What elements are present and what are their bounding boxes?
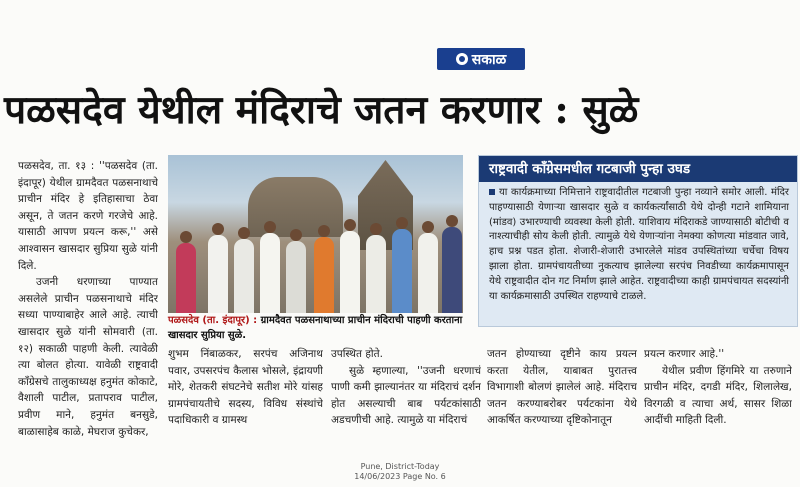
- article-column-4: [487, 346, 637, 451]
- person-head: [344, 219, 356, 231]
- article-column-5: [644, 346, 792, 451]
- footer-date-page: 14/06/2023 Page No. 6: [354, 472, 446, 481]
- person-figure: [234, 239, 254, 313]
- person-figure: [286, 241, 306, 313]
- person-head: [290, 229, 302, 241]
- person-head: [180, 231, 192, 243]
- article-paragraph: उजनी धरणाच्या पाण्यात असलेले प्राचीन पळसनाथाचे मंदिर सध्या पाण्याबाहेर आले आहे. त्याची खासदार सुळे यांनी सोमवारी (ता. १२) सकाळी पाहणी केली. त्यावेळी त्या बोलत होत्या. यावेळी राष्ट्रवादी काँग्रेसचे तालुकाध्यक्ष हनुमंत कोकाटे, वैशाली पाटील, प्रतापराव पाटील, प्रवीण माने, हनुमंत बनसुडे, बाळासाहेब काळे, मेघराज कुचेकर,: [18, 276, 158, 438]
- person-figure: [176, 243, 196, 313]
- person-figure: [418, 233, 438, 313]
- person-figure: [392, 229, 412, 313]
- news-photo: [168, 155, 463, 313]
- masthead-name: सकाळ: [471, 51, 507, 68]
- person-head: [370, 223, 382, 235]
- article-paragraph: उपस्थित होते.: [331, 348, 383, 360]
- masthead-logo: [437, 48, 525, 70]
- article-paragraph: जतन होण्याच्या दृष्टीने काय प्रयत्न करता येतील, याबाबत पुरातत्त्व विभागाशी बोलणं झालेलं आहे. मंदिराच जतन करण्याबरोबर पर्यटकांना येथे आकर्षित करण्याच्या दृष्टिकोनातून: [487, 348, 637, 427]
- person-head: [238, 227, 250, 239]
- person-figure: [340, 231, 360, 313]
- person-head: [212, 223, 224, 235]
- article-column-2: [168, 346, 323, 451]
- person-head: [396, 217, 408, 229]
- headline: पळसदेव येथील मंदिराचे जतन करणार : सुळे: [4, 87, 639, 133]
- article-column-1: [18, 158, 158, 443]
- person-figure: [208, 235, 228, 313]
- person-head: [446, 215, 458, 227]
- person-figure: [314, 237, 334, 313]
- article-paragraph: येथील प्रवीण हिंगमिरे या तरुणाने प्राचीन मंदिर, दगडी मंदिर, शिलालेख, विरगळी व त्याचा अर्थ, सासर शिळा आदींची माहिती दिली.: [644, 364, 792, 427]
- article-paragraph: सुळे म्हणाल्या, ''उजनी धरणाचं पाणी कमी झाल्यानंतर या मंदिराचं दर्शन होत असल्याची बाब पर्यटकांसाठी अडचणीची आहे. त्यामुळे या मंदिराचं: [331, 364, 481, 427]
- article-column-3: [331, 346, 481, 451]
- person-figure: [442, 227, 462, 313]
- caption-place: पळसदेव (ता. इंदापूर) :: [168, 315, 258, 326]
- person-figure: [260, 233, 280, 313]
- footer-edition: Pune, District-Today: [360, 462, 440, 471]
- person-head: [318, 225, 330, 237]
- person-figure: [366, 235, 386, 313]
- article-paragraph: पळसदेव, ता. १३ : ''पळसदेव (ता. इंदापूर) येथील ग्रामदैवत पळसनाथाचे प्राचीन मंदिर हे इतिहासाचा ठेवा असून, ते जतन करणे गरजेचे आहे. यासाठी आपण प्रयत्न करू,'' असे आश्वासन खासदार सुप्रिया सुळे यांनी दिले.: [18, 160, 158, 272]
- person-head: [264, 221, 276, 233]
- person-head: [422, 221, 434, 233]
- sidebar-box: [478, 155, 798, 327]
- square-bullet-icon: [489, 189, 495, 195]
- sidebar-box-body: [479, 182, 797, 304]
- article-paragraph: प्रयत्न करणार आहे.'': [644, 348, 725, 360]
- article-paragraph: शुभम निंबाळकर, सरपंच अजिनाथ पवार, उपसरपंच कैलास भोसले, इंद्रायणी मोरे, शेतकरी संघटनेचे सतीश मोरे यांसह ग्रामपंचायतीचे सदस्य, विविध संस्थांचे पदाधिकारी व ग्रामस्थ: [168, 348, 323, 427]
- sidebar-box-text: या कार्यक्रमाच्या निमित्ताने राष्ट्रवादीतील गटबाजी पुन्हा नव्याने समोर आली. मंदिर पाहण्यासाठी येणाऱ्या खासदार सुळे व कार्यकर्त्यांसाठी येथे दोन्ही गटाने शामियाना (मांडव) उभारण्याची व्यवस्था केली होती. याशिवाय मंदिराकडे जाण्यासाठी बोटीची व नाश्त्याचीही सोय केली होती. त्यामुळे येथे येणाऱ्यांना नेमक्या कोणत्या मांडवात जावे, हाच प्रश्न पडत होता. शेजारी-शेजारी उभारलेले मांडव उपस्थितांच्या चर्चेचा विषय झाला होता. ग्रामपंचायतीच्या नुकत्याच झालेल्या सरपंच निवडीच्या कार्यक्रमापासून येथे राष्ट्रवादीत दोन गट निर्माण झाले आहेत. राष्ट्रवादीच्या काही ग्रामपंचायत सदस्यांनी या कार्यक्रमासाठी उपस्थित राहण्याचे टाळले.: [489, 187, 789, 302]
- photo-caption: [168, 313, 463, 343]
- sakal-logo-icon: [456, 53, 468, 65]
- page-footer: [0, 462, 800, 482]
- sidebar-box-title: राष्ट्रवादी काँग्रेसमधील गटबाजी पुन्हा उघड: [479, 156, 797, 182]
- caption-text: ग्रामदैवत पळसनाथाच्या प्राचीन मंदिराची पाहणी करताना खासदार सुप्रिया सुळे.: [168, 315, 463, 341]
